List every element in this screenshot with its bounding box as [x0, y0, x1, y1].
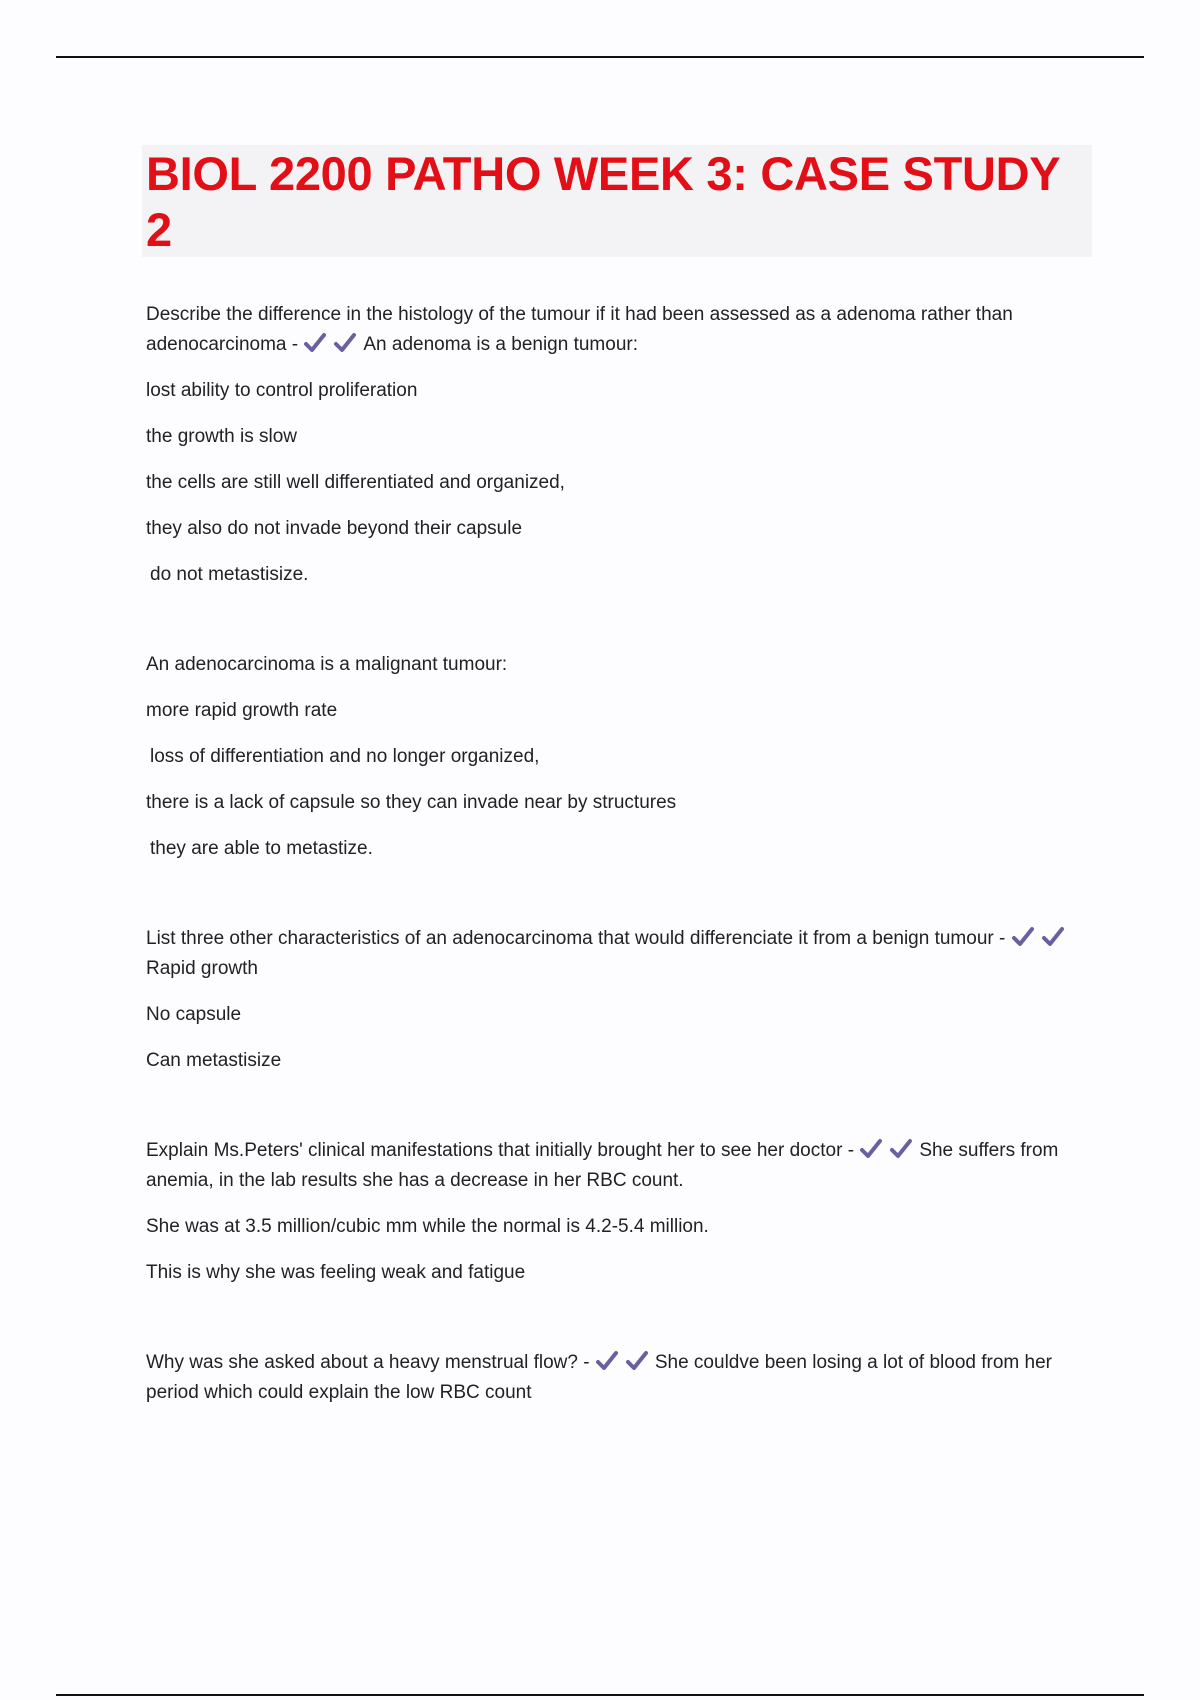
spacer [146, 880, 1086, 924]
spacer [146, 1092, 1086, 1136]
question-2 [146, 924, 1086, 984]
check-icon [333, 332, 357, 354]
answer-line: the growth is slow [146, 426, 298, 447]
question-3 [146, 1136, 1086, 1196]
question-4-text: Why was she asked about a heavy menstrual flow? - [146, 1352, 590, 1373]
answer-line: more rapid growth rate [146, 700, 338, 721]
check-icon [889, 1138, 913, 1160]
check-icon [303, 332, 327, 354]
document-body [146, 300, 1086, 1424]
answer-2-lead: Rapid growth [146, 958, 258, 979]
answer-line: An adenocarcinoma is a malignant tumour: [146, 654, 508, 675]
header-rule [56, 56, 1144, 58]
answer-line: No capsule [146, 1004, 242, 1025]
answer-line: This is why she was feeling weak and fatigue [146, 1262, 526, 1283]
check-icon [595, 1350, 619, 1372]
spacer [146, 1304, 1086, 1348]
answer-line: Can metastisize [146, 1050, 282, 1071]
answer-line: do not metastisize. [150, 564, 309, 585]
answer-3-lead: She suffers from anemia, in the lab results she has a decrease in her RBC count. [146, 1140, 1059, 1191]
answer-line: there is a lack of capsule so they can invade near by structures [146, 792, 677, 813]
check-icon [859, 1138, 883, 1160]
document-title: BIOL 2200 PATHO WEEK 3: CASE STUDY 2 [146, 147, 1060, 256]
answer-line: they are able to metastize. [150, 838, 373, 859]
question-1 [146, 300, 1086, 360]
question-3-text: Explain Ms.Peters' clinical manifestations that initially brought her to see her doctor - [146, 1140, 855, 1161]
footer-rule [56, 1694, 1144, 1696]
check-icon [1011, 926, 1035, 948]
answer-1-lead: An adenoma is a benign tumour: [363, 334, 638, 355]
answer-line: lost ability to control proliferation [146, 380, 418, 401]
answer-line: they also do not invade beyond their capsule [146, 518, 523, 539]
spacer [146, 606, 1086, 650]
answer-line: She was at 3.5 million/cubic mm while the normal is 4.2-5.4 million. [146, 1216, 709, 1237]
answer-line: the cells are still well differentiated and organized, [146, 472, 565, 493]
check-icon [1041, 926, 1065, 948]
answer-4-lead: She couldve been losing a lot of blood from her period which could explain the low RBC count [146, 1352, 1052, 1403]
answer-line: loss of differentiation and no longer organized, [150, 746, 540, 767]
question-2-text: List three other characteristics of an adenocarcinoma that would differenciate it from a benign tumour - [146, 928, 1006, 949]
check-icon [625, 1350, 649, 1372]
question-1-text: Describe the difference in the histology of the tumour if it had been assessed as a adenoma rather than adenocarcinoma - [146, 304, 1013, 355]
question-4 [146, 1348, 1086, 1408]
